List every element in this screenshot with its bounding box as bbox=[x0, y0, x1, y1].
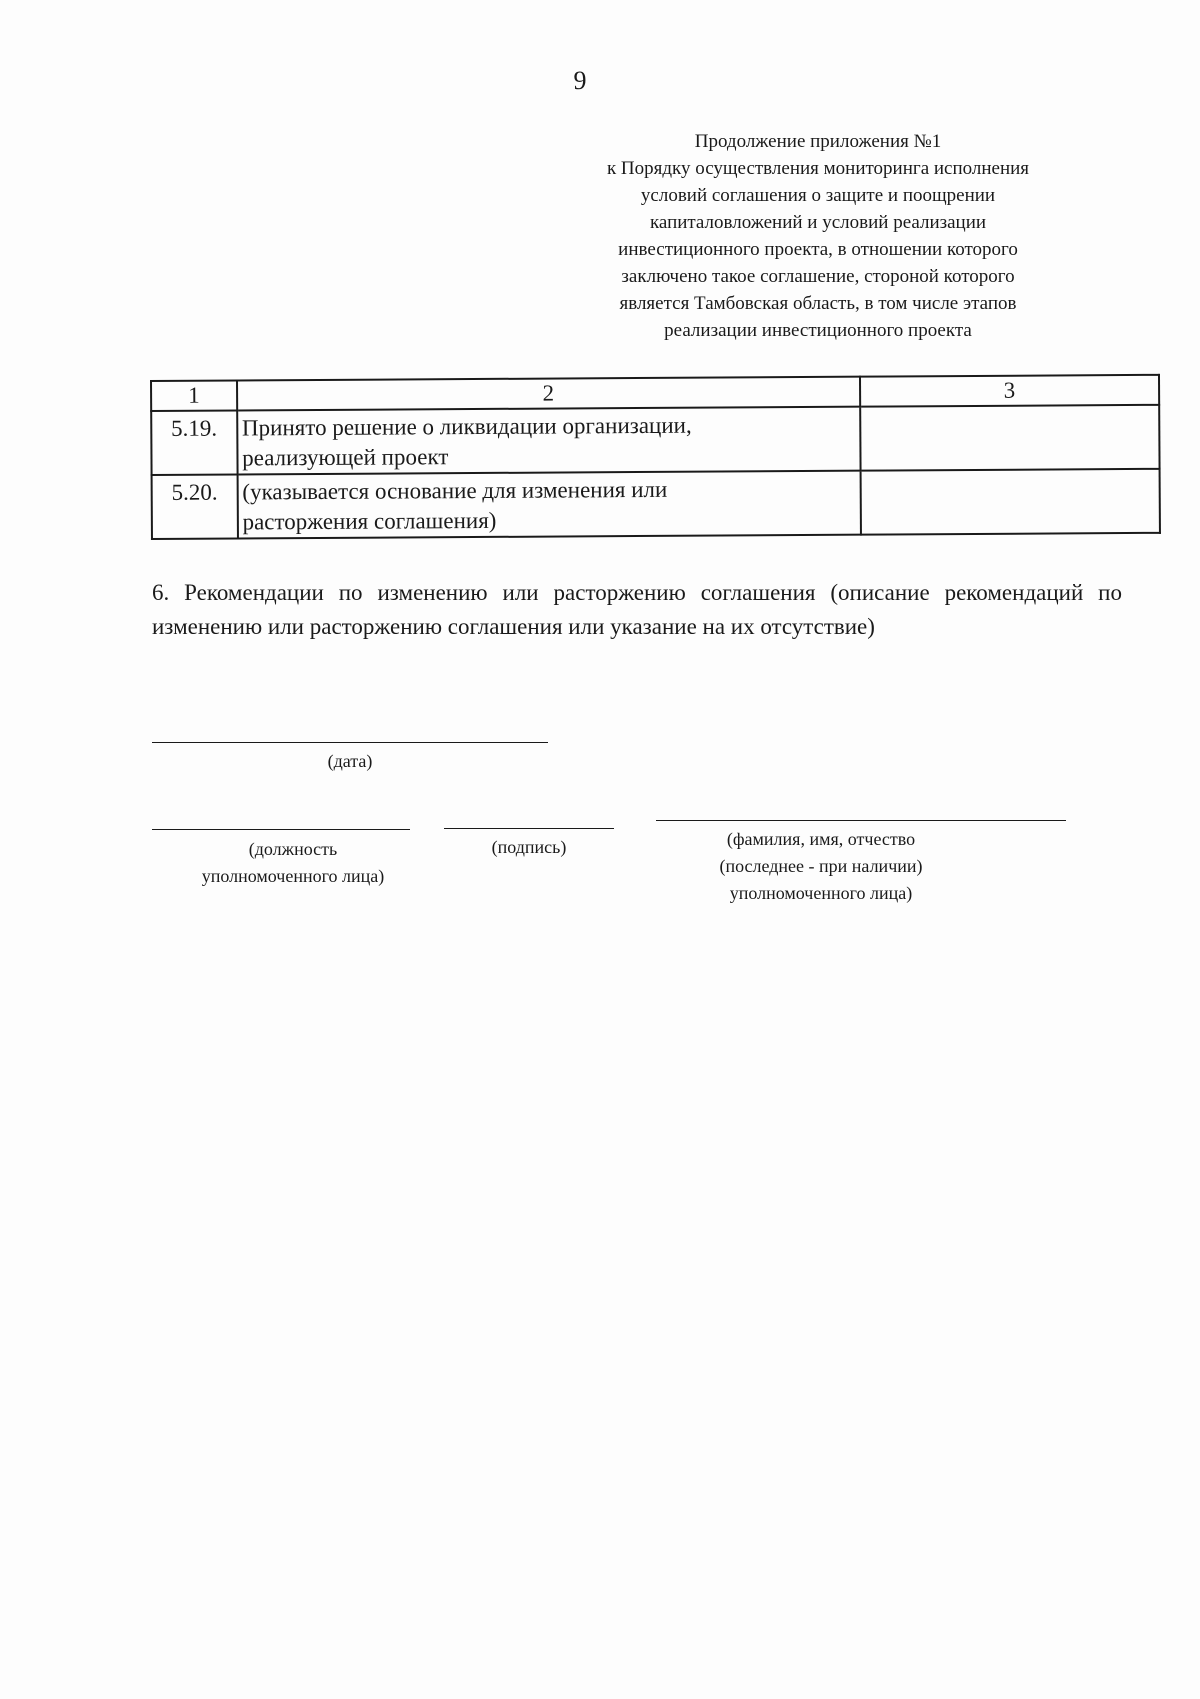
name-line bbox=[656, 820, 1066, 821]
row-description-line: Принято решение о ликвидации организации, bbox=[241, 412, 692, 441]
position-line bbox=[152, 829, 410, 830]
appendix-header-line: заключено такое соглашение, стороной которого bbox=[621, 266, 1015, 287]
row-value-cell bbox=[860, 405, 1160, 471]
table-header-cell: 2 bbox=[237, 377, 860, 411]
row-description-line: (указывается основание для изменения или bbox=[242, 476, 668, 505]
position-caption-line: (должность bbox=[248, 839, 338, 859]
row-description-cell bbox=[237, 471, 861, 539]
date-line bbox=[152, 742, 548, 743]
name-caption-line: (фамилия, имя, отчество bbox=[726, 829, 916, 849]
date-caption: (дата) bbox=[327, 751, 373, 771]
table-header-cell: 1 bbox=[151, 380, 237, 411]
row-number-cell: 5.19. bbox=[151, 410, 237, 475]
name-caption bbox=[656, 826, 986, 907]
monitoring-table bbox=[150, 374, 1161, 540]
table-header-cell: 3 bbox=[860, 375, 1159, 407]
signature-caption: (подпись) bbox=[491, 837, 567, 857]
table-row bbox=[151, 405, 1159, 475]
row-number-cell: 5.20. bbox=[152, 474, 238, 539]
appendix-header-line: инвестиционного проекта, в отношении которого bbox=[618, 239, 1018, 260]
position-caption bbox=[152, 836, 434, 890]
appendix-header-line: капиталовложений и условий реализации bbox=[649, 212, 987, 233]
name-caption-line: (последнее - при наличии) bbox=[719, 856, 923, 876]
section-6-recommendations: 6. Рекомендации по изменению или расторжению соглашения (описание рекомендаций по изменению или расторжению соглашения или указание на их отсутствие) bbox=[152, 580, 1122, 639]
row-value-cell bbox=[860, 469, 1160, 535]
name-caption-line: уполномоченного лица) bbox=[729, 883, 913, 903]
appendix-header-line: является Тамбовская область, в том числе этапов bbox=[619, 293, 1017, 314]
row-description-line: реализующей проект bbox=[242, 444, 449, 471]
signature-line bbox=[444, 828, 614, 829]
row-description-cell bbox=[237, 407, 861, 475]
appendix-header bbox=[548, 128, 1088, 344]
row-description-line: расторжения соглашения) bbox=[242, 507, 497, 535]
table-row bbox=[152, 469, 1160, 539]
page-number: 9 bbox=[573, 66, 587, 95]
position-caption-line: уполномоченного лица) bbox=[201, 866, 385, 886]
appendix-header-line: реализации инвестиционного проекта bbox=[664, 320, 972, 341]
appendix-header-line: к Порядку осуществления мониторинга исполнения bbox=[606, 158, 1030, 179]
appendix-header-line: условий соглашения о защите и поощрении bbox=[640, 185, 996, 206]
appendix-header-line: Продолжение приложения №1 bbox=[694, 131, 942, 152]
